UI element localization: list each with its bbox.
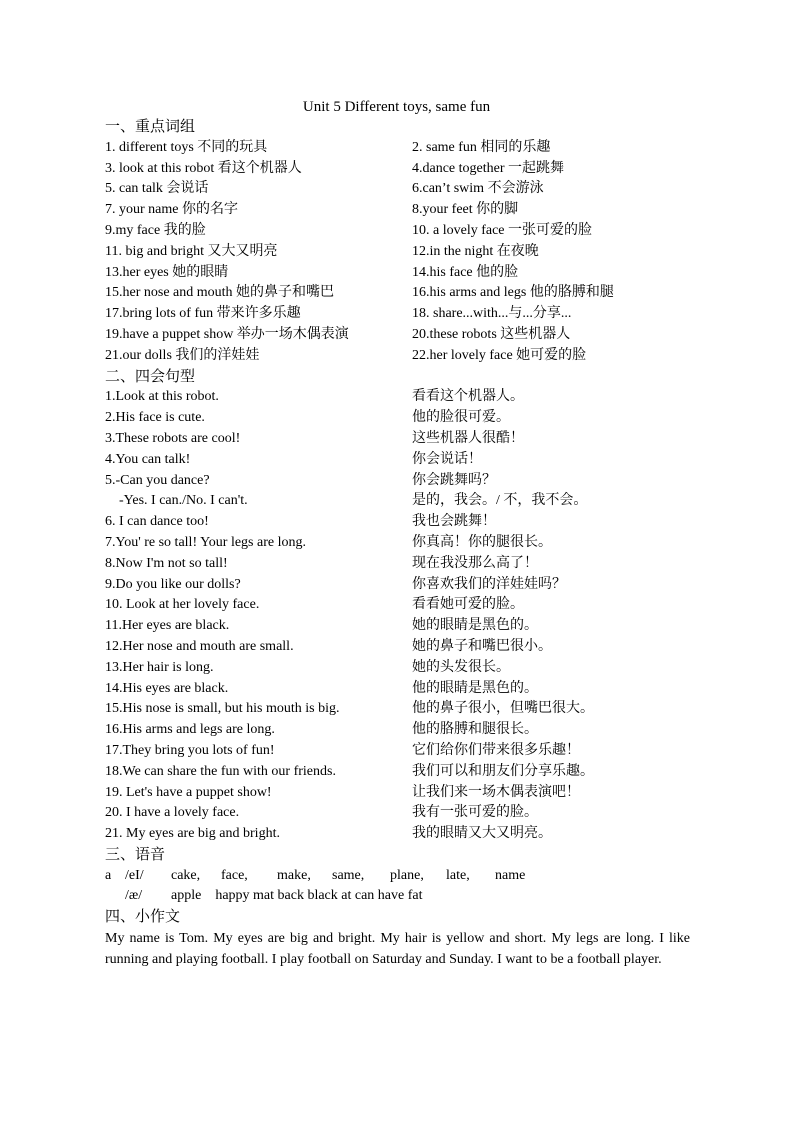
vocab-right: 12.in the night 在夜晚 (412, 243, 539, 259)
vocab-left: 19.have a puppet show 举办一场木偶表演 (105, 326, 349, 342)
vocab-row (105, 325, 690, 346)
sentence-left: 3.These robots are cool! (105, 430, 241, 446)
sentence-row (105, 803, 690, 824)
sentence-right: 他的眼睛是黑色的。 (412, 680, 538, 696)
sentence-row (105, 824, 690, 845)
phonics-word: face, (221, 867, 248, 883)
sentence-left: 16.His arms and legs are long. (105, 722, 275, 738)
sentence-row (105, 471, 690, 492)
sentence-left: 12.Her nose and mouth are small. (105, 638, 294, 654)
sentence-left: 21. My eyes are big and bright. (105, 826, 280, 842)
sentence-right: 她的鼻子和嘴巴很小。 (412, 638, 552, 654)
phonics-word: same, (332, 867, 365, 883)
vocab-row (105, 304, 690, 325)
sentence-left: -Yes. I can./No. I can't. (119, 493, 248, 509)
sentence-row (105, 637, 690, 658)
phonics-words-2: apple happy mat back black at can have fat (171, 888, 423, 904)
sentence-row (105, 554, 690, 575)
sentence-left: 15.His nose is small, but his mouth is big. (105, 701, 340, 717)
sentence-left: 8.Now I'm not so tall! (105, 555, 228, 571)
vocab-left: 9.my face 我的脸 (105, 222, 206, 238)
sentence-left: 7.You' re so tall! Your legs are long. (105, 534, 306, 550)
sentence-left: 13.Her hair is long. (105, 659, 214, 675)
sentence-row (105, 491, 690, 512)
vocab-left: 3. look at this robot 看这个机器人 (105, 160, 302, 176)
sentence-row (105, 575, 690, 596)
vocab-row (105, 159, 690, 180)
sentence-right: 你喜欢我们的洋娃娃吗？ (412, 576, 566, 592)
document-title: Unit 5 Different toys, same fun (302, 99, 491, 115)
vocab-left: 17.bring lots of fun 带来许多乐趣 (105, 306, 301, 322)
sentence-row (105, 450, 690, 471)
sentence-row (105, 408, 690, 429)
sentence-right: 他的鼻子很小，但嘴巴很大。 (412, 701, 594, 717)
sentence-right: 看看这个机器人。 (412, 389, 524, 405)
sentence-left: 5.-Can you dance? (105, 472, 210, 488)
phonics-word: cake, (171, 867, 201, 883)
sentence-left: 2.His face is cute. (105, 410, 205, 426)
sentence-right: 这些机器人很酷！ (412, 430, 524, 446)
document-content (105, 117, 690, 970)
sentence-left: 9.Do you like our dolls? (105, 576, 241, 592)
vocab-row (105, 263, 690, 284)
sentence-right: 现在我没那么高了！ (412, 555, 538, 571)
sentence-right: 是的，我会。/ 不，我不会。 (412, 493, 588, 509)
vocab-left: 5. can talk 会说话 (105, 181, 209, 197)
section-heading-vocab: 一、重点词组 (105, 119, 196, 135)
phonics-words-1 (171, 866, 535, 887)
sentence-right: 他的胳膊和腿很长。 (412, 722, 538, 738)
sentence-left: 17.They bring you lots of fun! (105, 742, 275, 758)
sentence-left: 18.We can share the fun with our friends. (105, 763, 336, 779)
vocab-left: 1. different toys 不同的玩具 (105, 139, 268, 155)
phonics-line-2 (105, 886, 690, 907)
sentence-right: 让我们来一场木偶表演吧！ (412, 784, 580, 800)
sentence-right: 你真高！你的腿很长。 (412, 534, 552, 550)
sentence-row (105, 741, 690, 762)
sentence-row (105, 533, 690, 554)
sentence-row (105, 720, 690, 741)
vocab-right: 10. a lovely face 一张可爱的脸 (412, 222, 593, 238)
sentence-list (105, 387, 690, 845)
vocab-row (105, 346, 690, 367)
sentence-right: 他的脸很可爱。 (412, 410, 510, 426)
sentence-row (105, 512, 690, 533)
vocab-left: 11. big and bright 又大又明亮 (105, 243, 278, 259)
phonics-word: plane, (390, 867, 424, 883)
sentence-left: 4.You can talk! (105, 451, 191, 467)
vocab-right: 8.your feet 你的脚 (412, 202, 519, 218)
sentence-row (105, 658, 690, 679)
sentence-right: 你会说话！ (412, 451, 482, 467)
vocab-row (105, 200, 690, 221)
sentence-row (105, 616, 690, 637)
sentence-right: 它们给你们带来很多乐趣！ (412, 742, 580, 758)
vocab-right: 4.dance together 一起跳舞 (412, 160, 565, 176)
vocab-right: 18. share...with...与...分享... (412, 306, 572, 322)
sentence-right: 她的头发很长。 (412, 659, 510, 675)
vocab-right: 2. same fun 相同的乐趣 (412, 139, 551, 155)
sentence-left: 10. Look at her lovely face. (105, 597, 260, 613)
sentence-row (105, 783, 690, 804)
vocab-left: 15.her nose and mouth 她的鼻子和嘴巴 (105, 285, 335, 301)
sentence-row (105, 429, 690, 450)
sentence-left: 11.Her eyes are black. (105, 618, 230, 634)
phonics-sound-1: /eI/ (125, 867, 144, 883)
sentence-row (105, 595, 690, 616)
vocab-row (105, 179, 690, 200)
sentence-left: 1.Look at this robot. (105, 389, 219, 405)
phonics-sound-2: /æ/ (125, 888, 143, 904)
vocab-right: 6.can’t swim 不会游泳 (412, 181, 544, 197)
essay-paragraph: My name is Tom. My eyes are big and bright. My hair is yellow and short. My legs are long. I like running and playing football. I play football on Saturday and Sunday. I want to be a football player. (105, 931, 690, 968)
section-heading-sentences: 二、四会句型 (105, 368, 196, 385)
phonics-word: name (495, 867, 526, 883)
sentence-right: 你会跳舞吗？ (412, 472, 496, 488)
vocab-list (105, 138, 690, 367)
sentence-left: 14.His eyes are black. (105, 680, 229, 696)
vocab-right: 22.her lovely face 她可爱的脸 (412, 347, 587, 363)
vocab-row (105, 283, 690, 304)
sentence-row (105, 762, 690, 783)
sentence-right: 看看她可爱的脸。 (412, 597, 524, 613)
sentence-right: 她的眼睛是黑色的。 (412, 618, 538, 634)
vocab-right: 20.these robots 这些机器人 (412, 326, 571, 342)
vocab-row (105, 138, 690, 159)
sentence-row (105, 699, 690, 720)
phonics-line-1 (105, 866, 690, 887)
vocab-right: 16.his arms and legs 他的胳膊和腿 (412, 285, 614, 301)
sentence-left: 19. Let's have a puppet show! (105, 784, 272, 800)
phonics-word: late, (446, 867, 470, 883)
vocab-row (105, 221, 690, 242)
phonics-letter: a (105, 867, 112, 883)
sentence-row (105, 387, 690, 408)
sentence-right: 我的眼睛又大又明亮。 (412, 826, 552, 842)
vocab-row (105, 242, 690, 263)
vocab-left: 7. your name 你的名字 (105, 202, 238, 218)
phonics-word: make, (277, 867, 311, 883)
sentence-right: 我们可以和朋友们分享乐趣。 (412, 763, 594, 779)
sentence-row (105, 679, 690, 700)
vocab-left: 13.her eyes 她的眼睛 (105, 264, 229, 280)
sentence-left: 20. I have a lovely face. (105, 805, 240, 821)
sentence-right: 我有一张可爱的脸。 (412, 805, 538, 821)
vocab-right: 14.his face 他的脸 (412, 264, 519, 280)
vocab-left: 21.our dolls 我们的洋娃娃 (105, 347, 260, 363)
sentence-left: 6. I can dance too! (105, 514, 209, 530)
section-heading-writing: 四、小作文 (105, 909, 181, 926)
sentence-right: 我也会跳舞！ (412, 514, 496, 530)
section-heading-phonics: 三、语音 (105, 846, 166, 863)
